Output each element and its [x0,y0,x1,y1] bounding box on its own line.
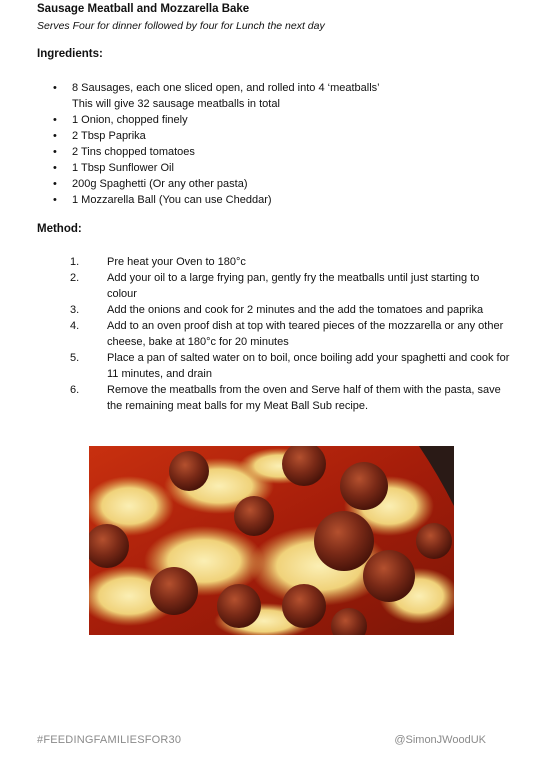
ingredient-text: 8 Sausages, each one sliced open, and rolled into 4 ‘meatballs’ [72,82,380,94]
method-step [70,302,510,318]
method-step [70,318,510,350]
bullet-icon: • [53,162,57,174]
bullet-icon: • [53,146,57,158]
ingredient-note: This will give 32 sausage meatballs in total [72,98,280,110]
ingredient-text: 1 Onion, chopped finely [72,114,188,126]
step-number: 5. [70,352,80,364]
bullet-icon: • [53,178,57,190]
method-step [70,382,510,414]
ingredient-text: 2 Tbsp Paprika [72,130,146,142]
step-number: 4. [70,320,80,332]
step-number: 2. [70,272,80,284]
bullet-icon: • [53,82,57,94]
ingredients-list [50,80,490,208]
recipe-subtitle: Serves Four for dinner followed by four for Lunch the next day [37,20,325,32]
method-list [70,254,510,414]
meatball-bake-photo [89,446,454,635]
step-text: Add the onions and cook for 2 minutes and the add the tomatoes and paprika [107,304,484,316]
ingredient-text: 1 Mozzarella Ball (You can use Cheddar) [72,194,272,206]
ingredient-item [50,80,490,112]
step-number: 6. [70,384,80,396]
step-number: 3. [70,304,80,316]
meatball-bake-illustration [89,446,454,635]
ingredients-heading: Ingredients: [37,48,103,60]
ingredient-text: 2 Tins chopped tomatoes [72,146,195,158]
ingredient-item [50,144,490,160]
method-heading: Method: [37,223,82,235]
step-text: Pre heat your Oven to 180°c [107,256,246,268]
method-step [70,350,510,382]
ingredient-item [50,128,490,144]
ingredient-item [50,160,490,176]
recipe-title: Sausage Meatball and Mozzarella Bake [37,3,250,15]
ingredient-item [50,192,490,208]
method-step [70,254,510,270]
bullet-icon: • [53,130,57,142]
ingredient-text: 1 Tbsp Sunflower Oil [72,162,174,174]
footer-handle: @SimonJWoodUK [394,734,486,746]
bullet-icon: • [53,114,57,126]
ingredient-item [50,176,490,192]
footer-hashtag: #FEEDINGFAMILIESFOR30 [37,734,182,746]
step-number: 1. [70,256,80,268]
step-text: Add your oil to a large frying pan, gently fry the meatballs until just starting to colour [107,272,480,300]
bullet-icon: • [53,194,57,206]
step-text: Add to an oven proof dish at top with teared pieces of the mozzarella or any other cheese, bake at 180°c for 20 minutes [107,320,504,348]
step-text: Place a pan of salted water on to boil, once boiling add your spaghetti and cook for 11 minutes, and drain [107,352,510,380]
ingredient-item [50,112,490,128]
step-text: Remove the meatballs from the oven and Serve half of them with the pasta, save the remaining meat balls for my Meat Ball Sub recipe. [107,384,501,412]
method-step [70,270,510,302]
ingredient-text: 200g Spaghetti (Or any other pasta) [72,178,248,190]
